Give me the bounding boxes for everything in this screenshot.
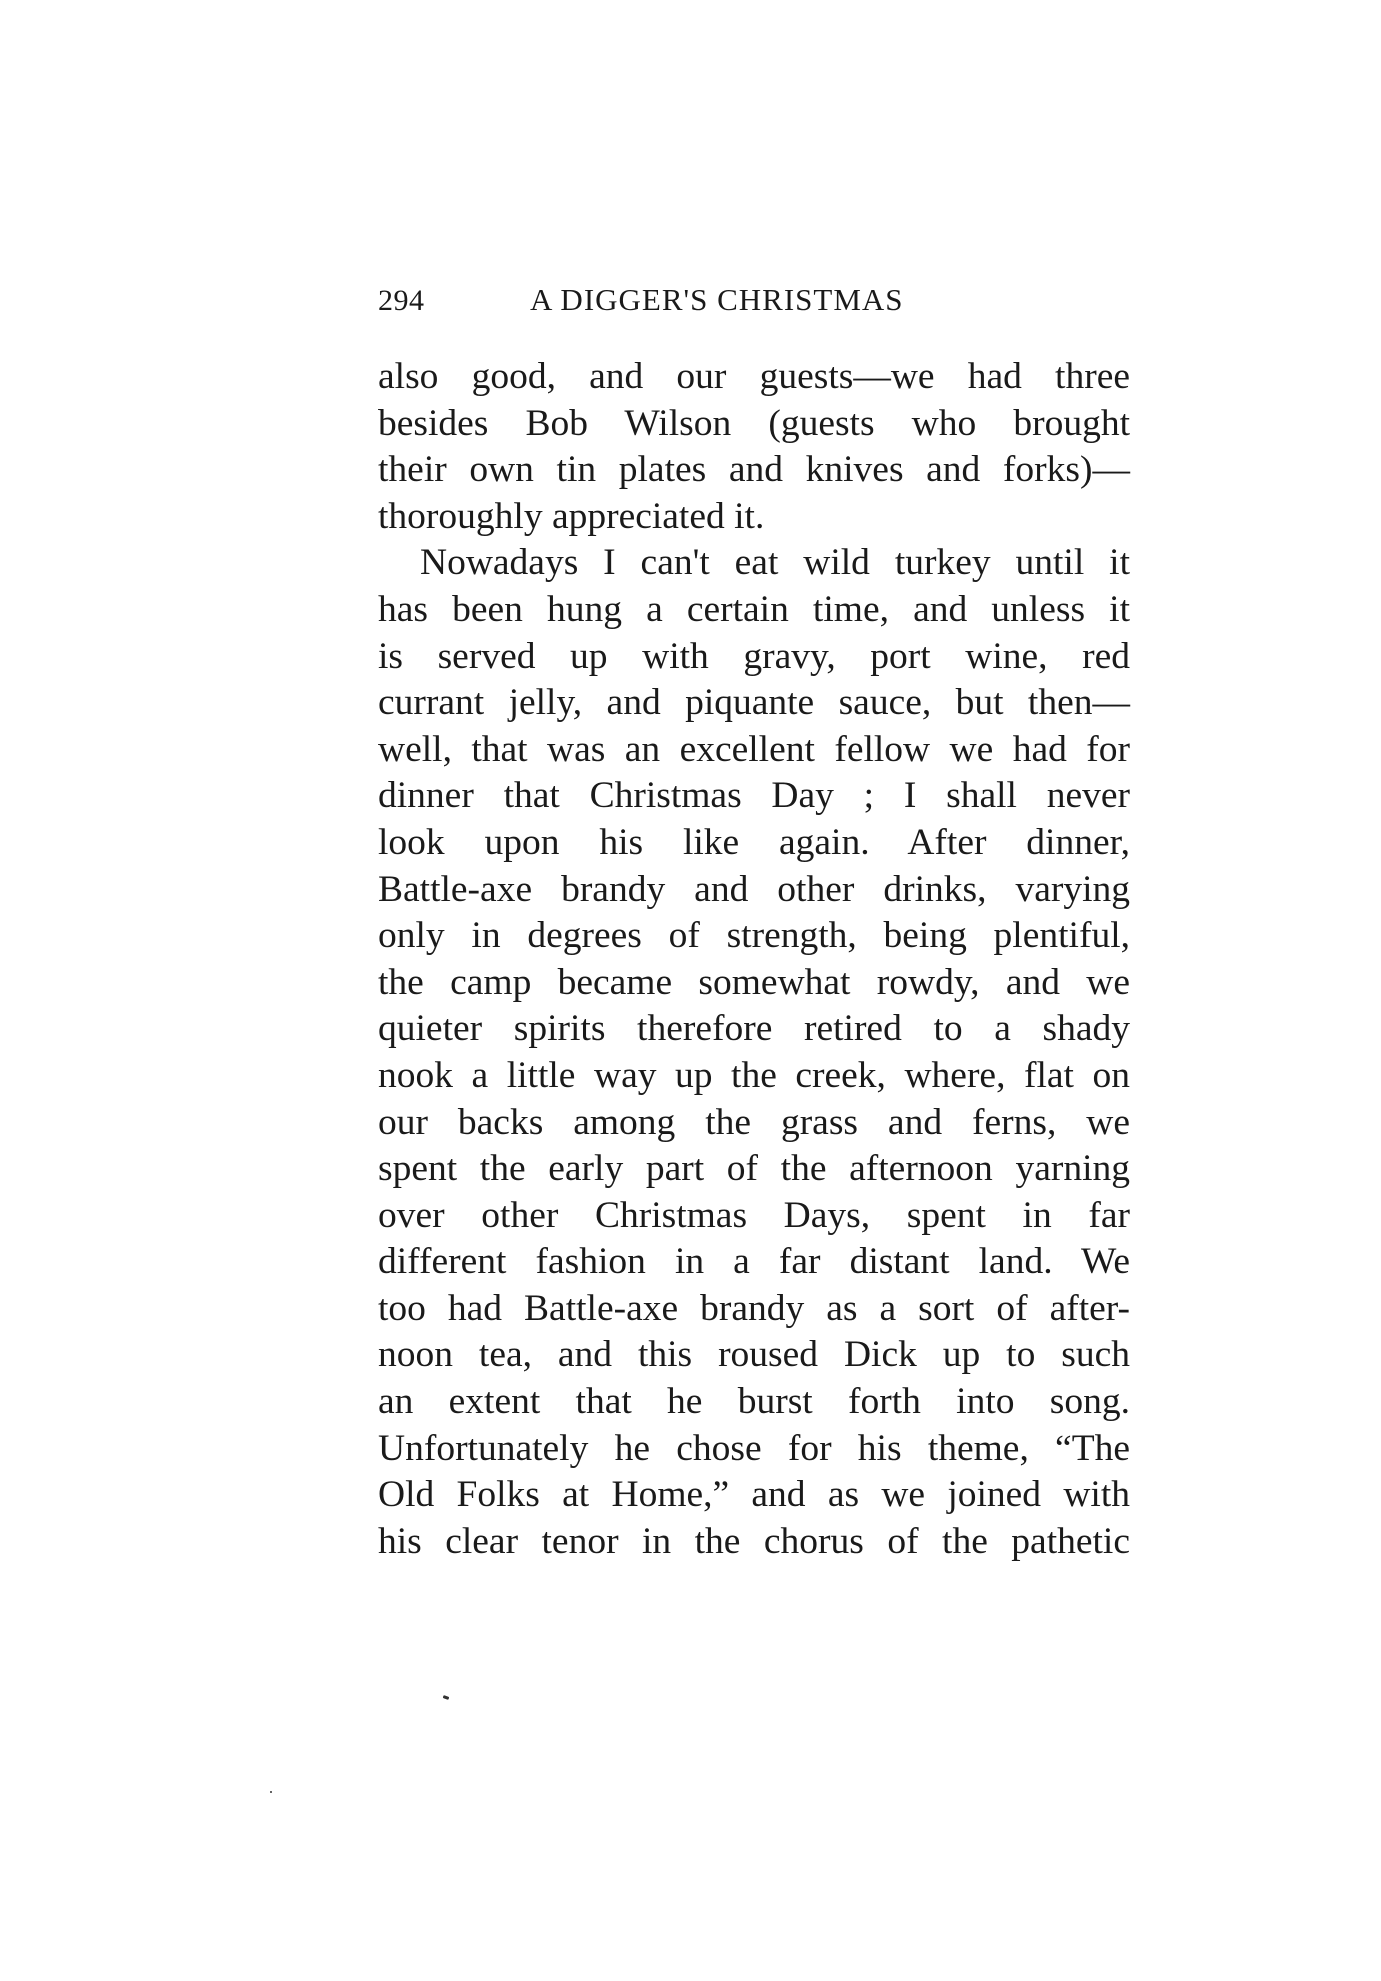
text-line: Unfortunately he chose for his theme, “The	[378, 1427, 1130, 1469]
text-line: different fashion in a far distant land. We	[378, 1241, 1130, 1283]
text-line: Old Folks at Home,” and as we joined with	[378, 1474, 1130, 1516]
text-line: an extent that he burst forth into song.	[378, 1381, 1130, 1423]
paragraph-2	[378, 540, 1130, 1565]
text-line: noon tea, and this roused Dick up to such	[378, 1334, 1130, 1376]
text-line: dinner that Christmas Day ; I shall never	[378, 775, 1130, 817]
running-title: A DIGGER'S CHRISTMAS	[530, 282, 904, 317]
text-line: Battle-axe brandy and other drinks, varying	[378, 868, 1130, 910]
paragraph-1	[378, 354, 1130, 540]
text-line: his clear tenor in the chorus of the pathetic	[378, 1520, 1130, 1562]
text-line: currant jelly, and piquante sauce, but then—	[378, 682, 1130, 724]
text-line: is served up with gravy, port wine, red	[378, 635, 1130, 677]
text-line: nook a little way up the creek, where, flat on	[378, 1054, 1130, 1096]
text-line: well, that was an excellent fellow we had for	[378, 728, 1130, 770]
running-head	[378, 282, 1128, 322]
text-line: look upon his like again. After dinner,	[378, 821, 1130, 863]
scan-speck	[443, 1695, 450, 1700]
text-line: their own tin plates and knives and forks)—	[378, 449, 1130, 491]
text-line: quieter spirits therefore retired to a shady	[378, 1008, 1130, 1050]
page-number: 294	[378, 284, 425, 317]
text-line: thoroughly appreciated it.	[378, 495, 765, 537]
text-line: besides Bob Wilson (guests who brought	[378, 402, 1130, 444]
text-line: spent the early part of the afternoon yarning	[378, 1148, 1130, 1190]
scan-speck	[270, 1791, 272, 1793]
text-line: too had Battle-axe brandy as a sort of after-	[378, 1287, 1130, 1329]
text-line: Nowadays I can't eat wild turkey until it	[420, 542, 1130, 584]
text-line: over other Christmas Days, spent in far	[378, 1194, 1130, 1236]
text-line: also good, and our guests—we had three	[378, 356, 1130, 397]
text-line: has been hung a certain time, and unless it	[378, 588, 1130, 630]
text-line: our backs among the grass and ferns, we	[378, 1101, 1130, 1143]
text-line: the camp became somewhat rowdy, and we	[378, 961, 1130, 1003]
body-text	[378, 354, 1130, 1565]
text-line: only in degrees of strength, being plentiful,	[378, 915, 1130, 957]
